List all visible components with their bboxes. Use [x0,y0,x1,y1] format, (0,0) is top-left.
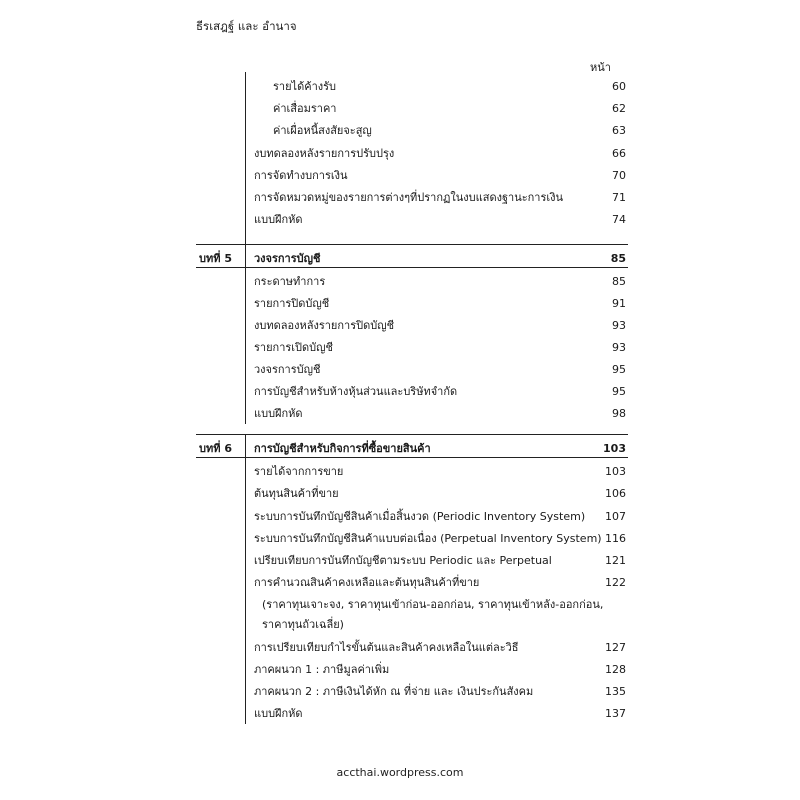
toc-entry-subtitle: (ราคาทุนเจาะจง, ราคาทุนเข้าก่อน-ออกก่อน, ราคาทุนเข้าหลัง-ออกก่อน, [262,598,604,611]
column-divider [245,244,246,424]
toc-entry-title: กระดาษทำการ [254,275,326,288]
toc-entry-page: 135 [605,685,626,698]
toc-entry-title: การจัดหมวดหมู่ของรายการต่างๆที่ปรากฏในงบแสดงฐานะการเงิน [254,191,564,204]
chapter-page: 85 [610,252,626,265]
toc-entry-page: 122 [605,576,626,589]
toc-entry-title: แบบฝึกหัด [254,407,303,420]
chapter-label: บทที่ 5 [199,252,232,265]
toc-entry-title: วงจรการบัญชี [254,363,321,376]
toc-entry-title: ค่าเสื่อมราคา [273,102,337,115]
toc-entry-page: 85 [612,275,626,288]
chapter-title: การบัญชีสำหรับกิจการที่ซื้อขายสินค้า [254,442,431,455]
toc-entry-page: 128 [605,663,626,676]
toc-entry-title: งบทดลองหลังรายการปรับปรุง [254,147,395,160]
chapter-divider [196,267,628,268]
toc-entry-page: 103 [605,465,626,478]
toc-entry-title: รายได้จากการขาย [254,465,344,478]
chapter-page: 103 [603,442,626,455]
chapter-divider [196,244,628,245]
toc-entry-title: รายได้ค้างรับ [273,80,337,93]
toc-entry-title: ภาคผนวก 1 : ภาษีมูลค่าเพิ่ม [254,663,390,676]
toc-entry-page: 121 [605,554,626,567]
toc-entry-title: ระบบการบันทึกบัญชีสินค้าเมื่อสิ้นงวด (Periodic Inventory System) [254,510,586,523]
toc-entry-page: 95 [612,385,626,398]
toc-entry-page: 106 [605,487,626,500]
toc-entry-title: การเปรียบเทียบกำไรขั้นต้นและสินค้าคงเหลือในแต่ละวิธี [254,641,519,654]
toc-entry-title: การบัญชีสำหรับห้างหุ้นส่วนและบริษัทจำกัด [254,385,458,398]
toc-entry-page: 62 [612,102,626,115]
toc-entry-title: การคำนวณสินค้าคงเหลือและต้นทุนสินค้าที่ขาย [254,576,480,589]
toc-entry-page: 91 [612,297,626,310]
toc-entry-page: 93 [612,319,626,332]
toc-entry-title: รายการเปิดบัญชี [254,341,333,354]
toc-entry-title: การจัดทำงบการเงิน [254,169,348,182]
chapter-divider [196,434,628,435]
column-divider [245,434,246,724]
toc-entry-page: 66 [612,147,626,160]
toc-entry-title: เปรียบเทียบการบันทึกบัญชีตามระบบ Periodic และ Perpetual [254,554,552,567]
toc-entry-title: แบบฝึกหัด [254,707,303,720]
toc-entry-page: 93 [612,341,626,354]
chapter-label: บทที่ 6 [199,442,232,455]
toc-entry-title: ภาคผนวก 2 : ภาษีเงินได้หัก ณ ที่จ่าย และ เงินประกันสังคม [254,685,534,698]
chapter-title: วงจรการบัญชี [254,252,321,265]
toc-entry-title: แบบฝึกหัด [254,213,303,226]
chapter-divider [196,457,628,458]
toc-entry-title: งบทดลองหลังรายการปิดบัญชี [254,319,395,332]
toc-entry-page: 116 [605,532,626,545]
toc-entry-page: 63 [612,124,626,137]
running-header: ธีรเสฎฐ์ และ อำนาจ [196,19,297,33]
footer-url: accthai.wordpress.com [336,766,464,779]
toc-entry-title: ต้นทุนสินค้าที่ขาย [254,487,339,500]
toc-entry-title: รายการปิดบัญชี [254,297,330,310]
column-divider [245,72,246,244]
toc-entry-page: 74 [612,213,626,226]
page-column-label: หน้า [590,61,611,74]
toc-entry-page: 127 [605,641,626,654]
toc-entry-page: 137 [605,707,626,720]
toc-entry-page: 70 [612,169,626,182]
toc-entry-title: ระบบการบันทึกบัญชีสินค้าแบบต่อเนื่อง (Perpetual Inventory System) [254,532,602,545]
toc-entry-page: 71 [612,191,626,204]
toc-entry-page: 107 [605,510,626,523]
toc-entry-page: 98 [612,407,626,420]
toc-entry-title: ค่าเผื่อหนี้สงสัยจะสูญ [273,124,372,137]
toc-entry-page: 95 [612,363,626,376]
toc-entry-subtitle: ราคาทุนถัวเฉลี่ย) [262,618,344,631]
toc-entry-page: 60 [612,80,626,93]
